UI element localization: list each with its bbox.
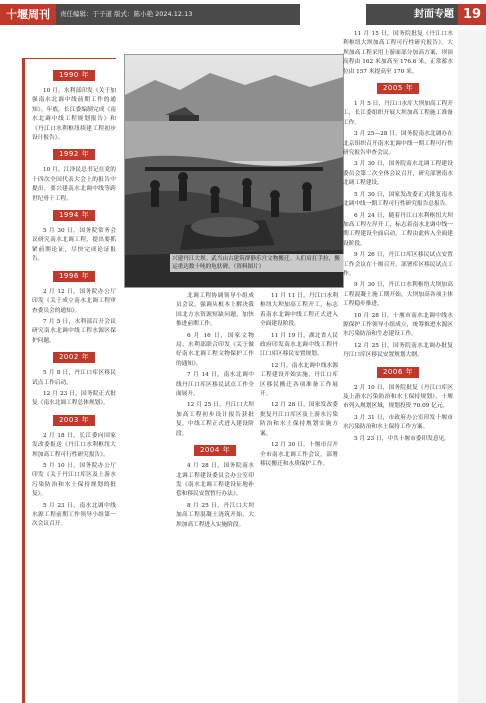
column-timeline-3 [343, 30, 453, 700]
paragraph: 9 月 30 日，丹江口水利枢纽大坝加高工程混凝土施工期开始，大坝加高各项主体工程稳步推进。 [343, 282, 453, 308]
timeline-rule [22, 58, 25, 703]
paragraph: 11 月 15 日，国务院批复《丹江口水利枢纽大坝加高工程可行性研究报告》。大坝加高工程采用上游面部分加高方案，坝顶高程由 162 米加高至 176.6 米，正常蓄水位由 157 米提高至 170 米。 [343, 31, 453, 75]
paragraph: 2 月 12 日，国务院办公厅印发《关于成立南水北调工程审查委员会的通知》。 [32, 288, 116, 314]
paragraph: 12 月 28 日，国家发改委批复丹江口库区及上游水污染防治和水土保持规划实施方案。 [260, 402, 338, 437]
year-heading: 2003 年 [53, 415, 95, 426]
masthead: 十堰周刊 [0, 4, 56, 25]
header-right-bar [366, 4, 486, 25]
column-timeline-2 [176, 292, 338, 700]
header-left-bar [0, 4, 300, 25]
year-heading: 2002 年 [53, 352, 95, 363]
paragraph: 5 月 30 日，国务院常务会议研究南水北调工程，提出要抓紧前期论证，尽快完成论证报告。 [32, 228, 116, 263]
paragraph: 3 月 31 日，市政府办公室印发十堰市水污染防治和水土保持工作方案。 [343, 414, 453, 431]
paragraph: 11 月 19 日，湖北省人民政府印发南水北调中线工程丹江口库区移民安置规划。 [260, 332, 338, 358]
paragraph: 10 月 28 日，十堰市南水北调中线水源保护工作领导小组成立，统筹推进水源区水污染防治和生态建设工作。 [343, 312, 453, 338]
paragraph: 1 月 5 日，丹江口水库大坝加高工程开工，长江委组织开展大坝加高工程施工准备工作。 [343, 101, 453, 126]
paragraph: 10 月，水利部印发《关于加强南水北调中线前期工作的通知》。年底，长江委编制完成《南水北调中线工程规划报告》和《丹江口水利枢纽续建工程初步设计报告》。 [32, 88, 116, 142]
paragraph: 2 月 10 日，国务院批复《丹江口库区及上游水污染防治和水土保持规划》，十堰市列入规划区域，规划投资 70.09 亿元。 [343, 384, 453, 410]
paragraph: 2 月 18 日，长江委向国家发改委报送《丹江口水利枢纽大坝加高工程可行性研究报告》。 [32, 432, 116, 458]
paragraph: 9 月 26 日，丹江口库区移民试点安置工作会议在十堰召开，部署库区移民试点工作。 [343, 252, 453, 277]
page-number: 19 [458, 4, 486, 25]
paragraph: 3 月 30 日，国务院南水北调工程建设委员会第二次全体会议召开，研究部署南水北调工程建设。 [343, 161, 453, 187]
archive-photo [124, 54, 344, 288]
year-heading: 1996 年 [53, 271, 95, 282]
paragraph: 5 月 30 日，国家发改委正式批复南水北调中线一期工程可行性研究报告总报告。 [343, 191, 453, 208]
year-heading: 1994 年 [53, 210, 95, 221]
section-name: 封面专题 [414, 9, 454, 20]
page-header [0, 0, 486, 28]
editor-credits: 责任编辑：于子道 版式：陈小艳 2024.12.13 [60, 10, 193, 18]
paragraph: 6 月 16 日，国家文物局、水利部联合印发《关于做好南水北调工程文物保护工作的通知》。 [176, 332, 254, 367]
paragraph: 7 月 14 日，南水北调中线丹江口库区移民试点工作全面展开。 [176, 372, 254, 398]
year-heading: 2006 年 [377, 367, 419, 378]
paragraph: 12 月 23 日，国务院正式批复《南水北调工程总体规划》。 [32, 390, 116, 407]
photo-illustration [125, 55, 343, 287]
paragraph: 3 月 25—28 日，国务院南水北调办在北京组织召开南水北调中线一期工程可行性研究报告审查会议。 [343, 131, 453, 157]
timeline-top-rule [22, 58, 116, 59]
paragraph: 5 月 10 日，国务院办公厅印发《关于丹江口库区及上游水污染防治和水土保持规划的批复》。 [32, 462, 116, 498]
year-heading: 2005 年 [377, 83, 419, 94]
page-margin [458, 30, 486, 703]
paragraph: 7 月 5 日，水利部召开会议研究南水北调中线工程水源区保护问题。 [32, 318, 116, 344]
paragraph: 5 月 23 日，中共十堰市委印发意见。 [354, 435, 450, 442]
year-heading: 1990 年 [53, 70, 95, 81]
paragraph: 12 月，南水北调中线水源工程建设开始实施，丹江口库区移民搬迁各项准备工作展开。 [260, 362, 338, 398]
paragraph: 北调工程协调领导小组成员会议，强调从根本上解决我国北方水资源短缺问题，加快推进前期工作。 [176, 293, 254, 328]
paragraph: 4 月 28 日，国务院南水北调工程建设委员会办公室印发《南水北调工程建设征地补偿和移民安置暂行办法》。 [176, 463, 254, 498]
year-heading: 1992 年 [53, 149, 95, 160]
paragraph: 11 月 11 日，丹江口水利枢纽大坝加高工程开工，标志着南水北调中线工程正式进入全面建设阶段。 [260, 293, 338, 328]
paragraph: 12 月 30 日，十堰市召开全市南水北调工作会议，部署移民搬迁和水质保护工作。 [260, 442, 338, 467]
paragraph: 12 月 25 日，丹江口大坝加高工程初步设计报告获批复，中线工程正式进入建设阶段。 [176, 402, 254, 437]
paragraph: 10 月，江泽民总书记在党的十四次全国代表大会上的报告中提出，要兴建南水北调中线等跨世纪骨干工程。 [32, 167, 116, 202]
subcolumn-left [176, 292, 254, 532]
paragraph: 6 月 24 日，随着丹江口水利枢纽大坝加高工程左岸开工，标志着南水北调中线一期工程建设全面启动，工程由此转入全面建设阶段。 [343, 212, 453, 247]
subcolumn-right [260, 292, 338, 471]
paragraph: 5 月 23 日，南水北调中线水源工程前期工作领导小组第一次会议召开。 [32, 502, 116, 528]
column-timeline-1 [32, 64, 116, 700]
photo-caption: 兴建丹江大坝。武当山古建筑群静乐宫文物搬迁。人们肩扛手拉，搬运重达数十吨的龟驮碑。（资料图片） [170, 254, 344, 272]
paragraph: 8 月 25 日，丹江口大坝加高工程混凝土浇筑开始，大坝加高工程进入实施阶段。 [176, 502, 254, 528]
paragraph: 12 月 25 日，国务院南水北调办批复丹江口库区移民安置规划大纲。 [343, 342, 453, 359]
paragraph: 5 月 8 日，丹江口库区移民试点工作启动。 [32, 370, 116, 386]
year-heading: 2004 年 [194, 445, 236, 456]
